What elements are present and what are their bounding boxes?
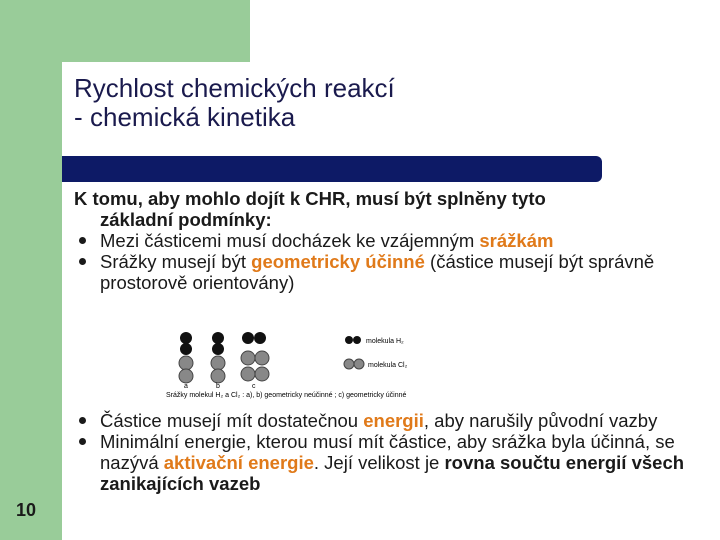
slide-title [74, 74, 395, 132]
title-line-2 [74, 103, 395, 132]
molecule-diagram [166, 326, 466, 400]
bullet-text: Srážky musejí být [100, 251, 252, 272]
slide-number: 10 [16, 500, 37, 520]
intro-text [74, 188, 694, 230]
content-block-2 [74, 410, 694, 494]
bullet-list-2 [74, 410, 694, 494]
list-item [74, 431, 694, 494]
intro-line-1: K tomu, aby mohlo dojít k CHR, musí být splněny tyto [74, 188, 546, 209]
list-item [74, 230, 694, 251]
side-band [0, 0, 62, 540]
highlight-text: geometricky účinné [251, 251, 425, 272]
bullet-text: , aby narušily původní vazby [423, 410, 658, 431]
title-line-2-text: chemická kinetika [90, 102, 296, 132]
highlight-text: srážkám [479, 230, 554, 251]
top-band [0, 0, 250, 62]
title-line-1: Rychlost chemických reakcí [74, 73, 395, 103]
bullet-text: (částice musejí být správně prostorově orientovány) [100, 251, 655, 293]
sub-label-b: b [216, 383, 220, 390]
sub-label-c: c [252, 383, 256, 390]
title-dash: - [74, 102, 83, 132]
bullet-text: Minimální energie, kterou musí mít částice, aby srážka byla účinná, se nazývá [100, 431, 675, 473]
sub-label-a: a [184, 383, 188, 390]
title-divider-bar [62, 156, 602, 182]
bullet-text: Částice musejí mít dostatečnou [100, 410, 364, 431]
list-item [74, 410, 694, 431]
figure-caption: Srážky molekul H₂ a Cl₂ : a), b) geometricky neúčinné ; c) geometricky účinné [166, 392, 407, 399]
intro-line-2: základní podmínky: [100, 209, 272, 230]
highlight-text: energii [363, 410, 424, 431]
list-item [74, 251, 694, 293]
highlight-text: aktivační energie [163, 452, 314, 473]
bullet-text: . Její velikost je [313, 452, 445, 473]
content-block-1 [74, 188, 694, 293]
bullet-text: Mezi částicemi musí docházek ke vzájemným [100, 230, 480, 251]
label-h2: molekula H₂ [366, 338, 404, 345]
molecule-collision-figure [166, 326, 466, 400]
label-cl2: molekula Cl₂ [368, 362, 408, 369]
bold-text: rovna součtu energií všech zanikajících vazeb [100, 452, 685, 494]
bullet-list-1 [74, 230, 694, 293]
